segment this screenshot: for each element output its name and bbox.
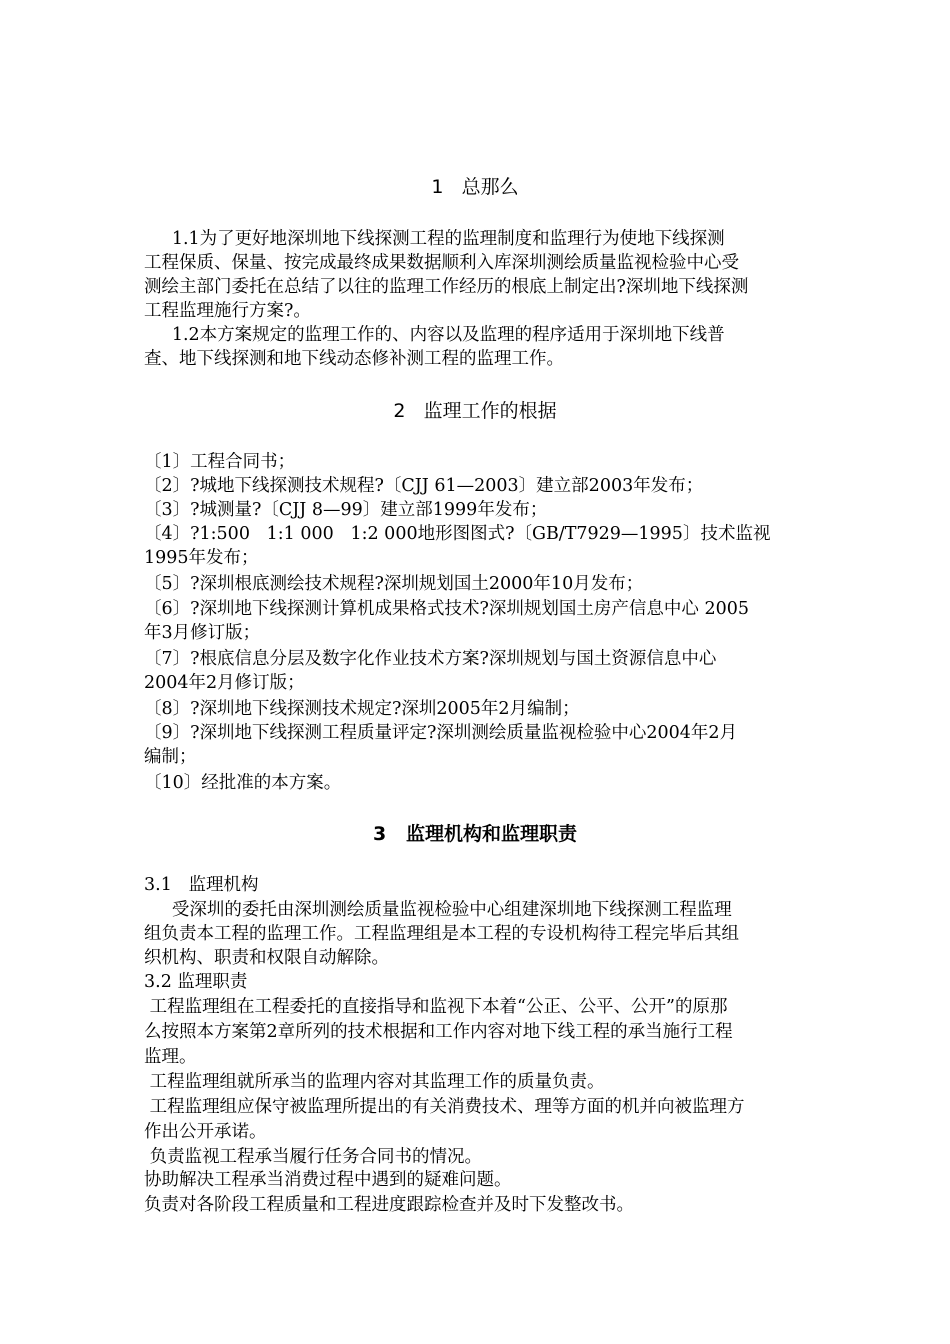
section-heading-2: 2 监理工作的根据: [393, 400, 557, 422]
reference-item: 〔6〕?深圳地下线探测计算机成果格式技术?深圳规划国土房产信息中心 2005: [144, 599, 749, 619]
reference-item: 〔2〕?城地下线探测技术规程?〔CJJ 61—2003〕建立部2003年发布；: [144, 476, 704, 496]
reference-item: 2004年2月修订版；: [144, 673, 305, 693]
paragraph-line: 测绘主部门委托在总结了以往的监理工作经历的根底上制定出?深圳地下线探测: [144, 277, 749, 297]
paragraph-line: 工程监理施行方案?。: [144, 301, 311, 321]
paragraph-line: 受深圳的委托由深圳测绘质量监视检验中心组建深圳地下线探测工程监理: [144, 900, 732, 920]
reference-item: 〔3〕?城测量?〔CJJ 8—99〕建立部1999年发布；: [144, 500, 548, 520]
reference-item: 编制；: [144, 747, 197, 767]
paragraph-line: 工程保质、保量、按完成最终成果数据顺利入库深圳测绘质量监视检验中心受: [144, 253, 739, 273]
subsection-title: 3.1 监理机构: [144, 875, 259, 895]
paragraph-line: 负责监视工程承当履行任务合同书的情况。: [144, 1147, 483, 1167]
paragraph-line: 工程监理组在工程委托的直接指导和监视下本着“公正、公平、公开”的原那: [144, 997, 728, 1017]
reference-item: 〔4〕?1:500 1:1 000 1:2 000地形图图式?〔GB/T7929—1995〕技术监视: [144, 524, 771, 544]
reference-item: 〔9〕?深圳地下线探测工程质量评定?深圳测绘质量监视检验中心2004年2月: [144, 723, 738, 743]
section-heading-1: 1 总那么: [431, 176, 519, 198]
paragraph-line: 协助解决工程承当消费过程中遇到的疑难问题。: [144, 1170, 512, 1190]
subsection-title: 3.2 监理职责: [144, 972, 248, 992]
reference-item: 〔1〕工程合同书；: [144, 452, 296, 472]
reference-item: 1995年发布；: [144, 548, 259, 568]
paragraph-line: 织机构、职责和权限自动解除。: [144, 948, 389, 968]
reference-item: 年3月修订版；: [144, 623, 261, 643]
paragraph-line: 作出公开承诺。: [144, 1122, 267, 1142]
paragraph-line: 1.1为了更好地深圳地下线探测工程的监理制度和监理行为使地下线探测: [144, 229, 725, 249]
reference-item: 〔7〕?根底信息分层及数字化作业技术方案?深圳规划与国土资源信息中心: [144, 649, 717, 669]
paragraph-line: 负责对各阶段工程质量和工程进度跟踪检查并及时下发整改书。: [144, 1195, 634, 1215]
paragraph-line: 组负责本工程的监理工作。工程监理组是本工程的专设机构待工程完毕后其组: [144, 924, 739, 944]
paragraph-line: 查、地下线探测和地下线动态修补测工程的监理工作。: [144, 349, 564, 369]
reference-item: 〔8〕?深圳地下线探测技术规定?深圳2005年2月编制；: [144, 699, 580, 719]
paragraph-line: 工程监理组应保守被监理所提出的有关消费技术、理等方面的机并向被监理方: [144, 1097, 745, 1117]
reference-item: 〔5〕?深圳根底测绘技术规程?深圳规划国土2000年10月发布；: [144, 574, 644, 594]
reference-item: 〔10〕经批准的本方案。: [144, 773, 342, 793]
paragraph-line: 工程监理组就所承当的监理内容对其监理工作的质量负责。: [144, 1072, 605, 1092]
paragraph-line: 1.2本方案规定的监理工作的、内容以及监理的程序适用于深圳地下线普: [144, 325, 725, 345]
section-heading-3: 3 监理机构和监理职责: [372, 823, 578, 845]
paragraph-line: 监理。: [144, 1047, 197, 1067]
paragraph-line: 么按照本方案第2章所列的技术根据和工作内容对地下线工程的承当施行工程: [144, 1022, 733, 1042]
